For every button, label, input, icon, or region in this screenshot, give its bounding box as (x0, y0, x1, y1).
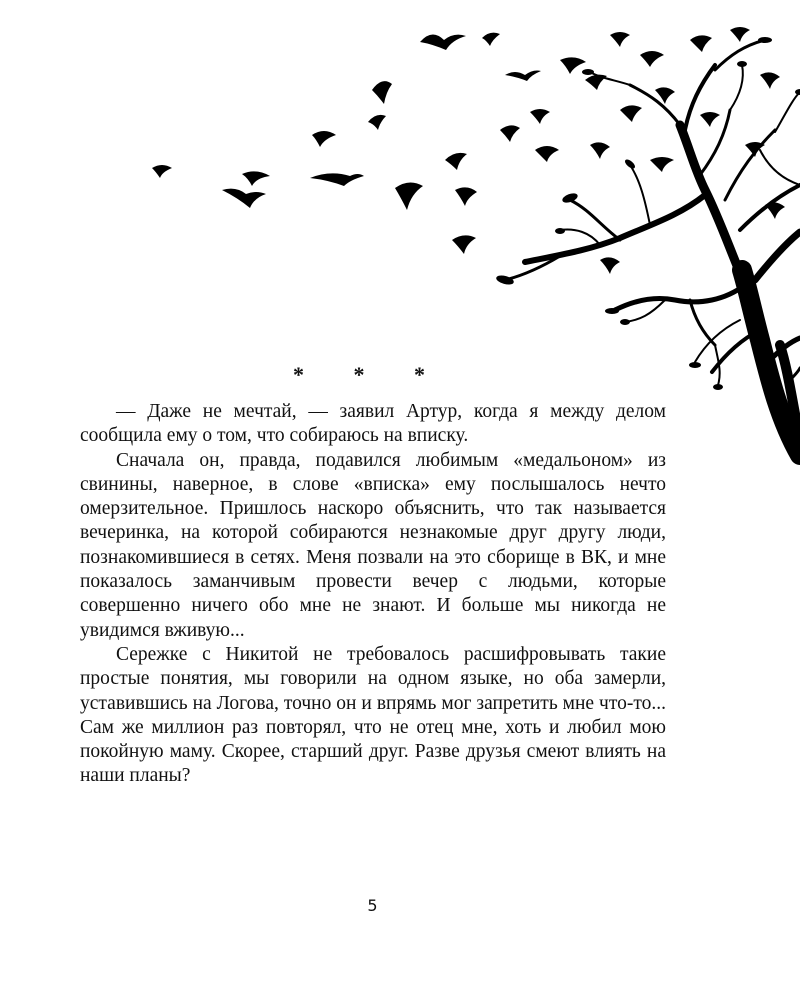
body-text (80, 400, 666, 789)
paragraph: — Даже не мечтай, — заявил Артур, когда я между делом сообщила ему о том, что собираюсь на вписку. (80, 401, 666, 447)
section-separator: * * * (293, 362, 447, 387)
tree-icon (505, 40, 800, 455)
paragraph: Сережке с Никитой не требовалось расшифровывать такие простые понятия, мы говорили на одном языке, но оба замерли, уставившись на Логова, точно он и впрямь мог запретить мне что-то... Сам же миллион раз повторял, что не отец мне, хоть и любил мою покойную маму. Скорее, старший друг. Разве друзья смеют влиять на наши планы? (80, 643, 666, 787)
paragraph: Сначала он, правда, подавился любимым «медальоном» из свинины, наверное, в слове «вписка» ему послышалось нечто омерзительное. Пришлось наскоро объяснить, что так называется вечеринка, на которой собираются незнакомые друг другу люди, познакомившиеся в сетях. Меня позвали на это сборище в ВК, и мне показалось заманчивым провести вечер с людьми, которые совершенно ничего обо мне не знают. И больше мы никогда не увидимся вживую... (80, 449, 666, 641)
page-number: 5 (367, 896, 378, 915)
